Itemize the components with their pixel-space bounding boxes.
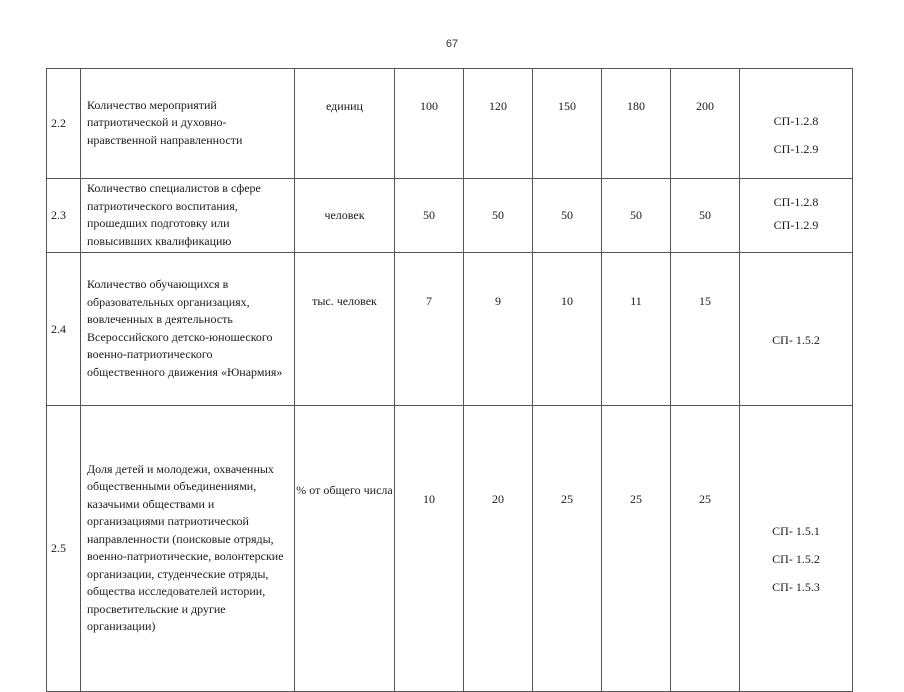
unit-cell: % от общего числа [295,406,395,692]
value-cell: 20 [464,406,533,692]
value-cell: 15 [671,253,740,406]
reference-code: СП-1.2.8 [773,194,819,209]
value-cell: 10 [533,253,602,406]
indicators-table [46,68,853,692]
reference-cell [740,179,853,253]
unit-cell: человек [295,179,395,253]
value-cell: 50 [533,179,602,253]
reference-code: СП- 1.5.3 [772,579,820,594]
reference-code: СП- 1.5.2 [772,333,820,347]
unit-cell: единиц [295,69,395,179]
reference-cell [740,253,853,406]
row-number: 2.5 [47,406,81,692]
table-row [47,406,853,692]
indicator-name: Количество специалистов в сфере патриотического воспитания, прошедших подготовку или повысивших квалификацию [81,179,295,253]
value-cell: 7 [395,253,464,406]
row-number: 2.3 [47,179,81,253]
value-cell: 11 [602,253,671,406]
value-cell: 200 [671,69,740,179]
indicator-name: Доля детей и молодежи, охваченных общественными объединениями, казачьими обществами и организациями патриотической направленности (поисковые отряды, военно-патриотические, волонтерские организации, студенческие отряды, общества исследователей истории, просветительские и другие организации) [81,406,295,692]
value-cell: 180 [602,69,671,179]
reference-code: СП- 1.5.1 [772,523,820,538]
reference-code: СП- 1.5.2 [772,551,820,566]
indicator-name: Количество мероприятий патриотической и духовно-нравственной направленности [81,69,295,179]
unit-cell: тыс. человек [295,253,395,406]
page-number: 67 [445,38,459,50]
row-number: 2.4 [47,253,81,406]
table-row [47,179,853,253]
value-cell: 120 [464,69,533,179]
value-cell: 25 [671,406,740,692]
value-cell: 50 [602,179,671,253]
value-cell: 50 [395,179,464,253]
value-cell: 25 [533,406,602,692]
value-cell: 50 [464,179,533,253]
value-cell: 25 [602,406,671,692]
reference-cell [740,69,853,179]
reference-code: СП-1.2.9 [773,141,819,156]
value-cell: 9 [464,253,533,406]
table-row [47,69,853,179]
table-row [47,253,853,406]
reference-code: СП-1.2.9 [773,217,819,232]
value-cell: 10 [395,406,464,692]
value-cell: 100 [395,69,464,179]
value-cell: 150 [533,69,602,179]
indicator-name: Количество обучающихся в образовательных организациях, вовлеченных в деятельность Всероссийского детско-юношеского военно-патриотического общественного движения «Юнармия» [81,253,295,406]
value-cell: 50 [671,179,740,253]
reference-cell [740,406,853,692]
row-number: 2.2 [47,69,81,179]
reference-code: СП-1.2.8 [773,113,819,128]
